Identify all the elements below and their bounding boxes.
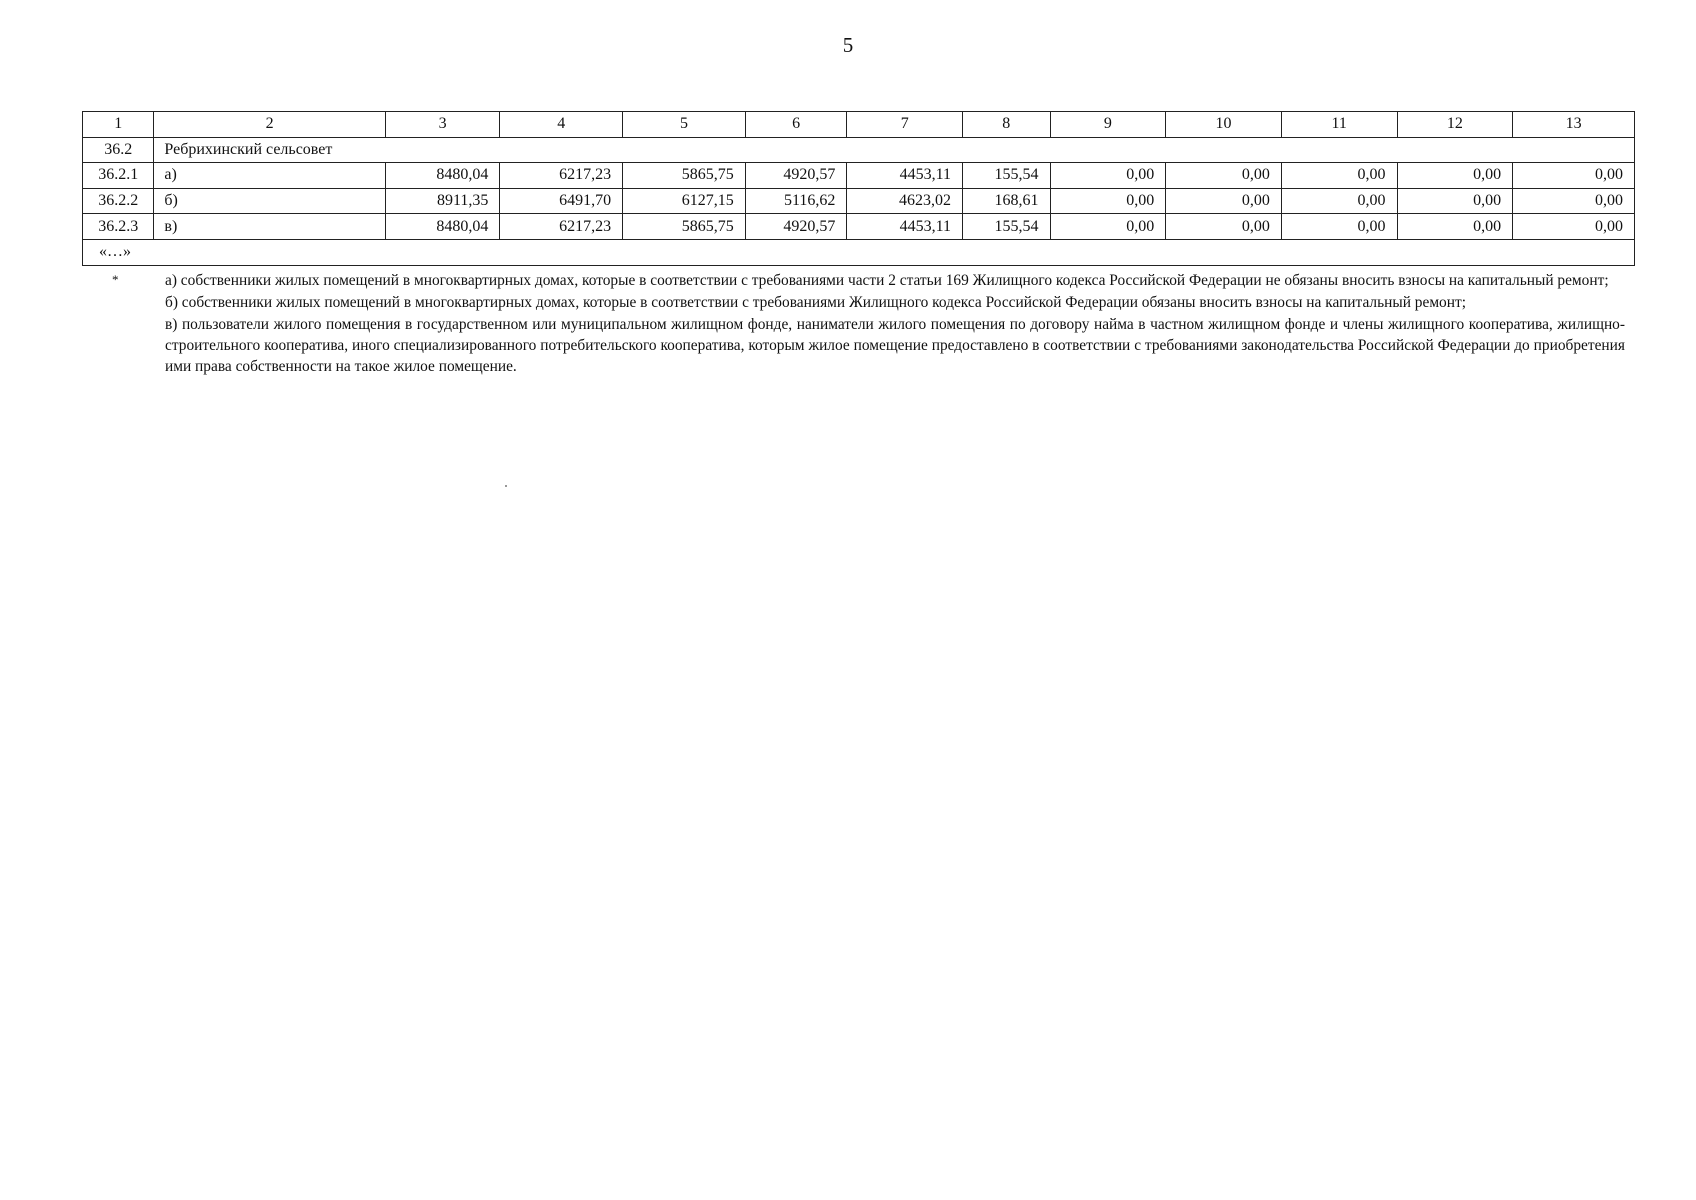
value-cell: 0,00 (1050, 188, 1166, 214)
column-header: 5 (623, 112, 746, 138)
footnote-item-b: б) собственники жилых помещений в многоквартирных домах, которые в соответствии с требованиями Жилищного кодекса Российской Федерации обязаны вносить взносы на капитальный ремонт; (165, 294, 1466, 311)
table-row (83, 214, 1635, 240)
column-header: 3 (385, 112, 500, 138)
column-header: 11 (1281, 112, 1397, 138)
value-cell: 0,00 (1513, 188, 1635, 214)
column-header: 7 (847, 112, 963, 138)
row-label: а) (154, 163, 385, 189)
footnote-item-c: в) пользователи жилого помещения в государственном или муниципальном жилищном фонде, наниматели жилого помещения по договору найма в частном жилищном фонде и члены жилищного кооператива, жилищно-строительного кооператива, иного специализированного потребительского кооператива, которым жилое помещение предоставлено в соответствии с требованиями законодательства Российской Федерации до приобретения ими права собственности на такое жилое помещение. (165, 316, 1625, 375)
column-header: 9 (1050, 112, 1166, 138)
scan-speck (505, 485, 507, 487)
value-cell: 0,00 (1397, 188, 1513, 214)
footnote-item-a: а) собственники жилых помещений в многоквартирных домах, которые в соответствии с требованиями части 2 статьи 169 Жилищного кодекса Российской Федерации не обязаны вносить взносы на капитальный ремонт; (165, 272, 1609, 289)
omission-mark: «…» (83, 239, 1635, 265)
value-cell: 5116,62 (745, 188, 847, 214)
value-cell: 4453,11 (847, 163, 963, 189)
value-cell: 0,00 (1513, 214, 1635, 240)
column-header: 2 (154, 112, 385, 138)
value-cell: 4920,57 (745, 214, 847, 240)
value-cell: 4623,02 (847, 188, 963, 214)
row-label: б) (154, 188, 385, 214)
value-cell: 155,54 (963, 214, 1051, 240)
value-cell: 6217,23 (500, 163, 623, 189)
value-cell: 0,00 (1166, 163, 1282, 189)
value-cell: 0,00 (1281, 163, 1397, 189)
column-number-row (83, 112, 1635, 138)
column-header: 4 (500, 112, 623, 138)
value-cell: 0,00 (1513, 163, 1635, 189)
value-cell: 8911,35 (385, 188, 500, 214)
row-code: 36.2.2 (83, 188, 154, 214)
table-row (83, 188, 1635, 214)
footnote-notes (165, 270, 1625, 377)
section-name: Ребрихинский сельсовет (154, 137, 1635, 163)
page-number: 5 (842, 33, 854, 57)
column-header: 12 (1397, 112, 1513, 138)
row-label: в) (154, 214, 385, 240)
value-cell: 0,00 (1166, 214, 1282, 240)
ellipsis-row (83, 239, 1635, 265)
value-cell: 168,61 (963, 188, 1051, 214)
column-header: 8 (963, 112, 1051, 138)
value-cell: 155,54 (963, 163, 1051, 189)
row-code: 36.2.1 (83, 163, 154, 189)
column-header: 1 (83, 112, 154, 138)
value-cell: 6127,15 (623, 188, 746, 214)
value-cell: 0,00 (1281, 214, 1397, 240)
value-cell: 0,00 (1050, 214, 1166, 240)
value-cell: 4920,57 (745, 163, 847, 189)
column-header: 13 (1513, 112, 1635, 138)
value-cell: 5865,75 (623, 163, 746, 189)
value-cell: 5865,75 (623, 214, 746, 240)
value-cell: 8480,04 (385, 214, 500, 240)
tariff-table (82, 111, 1635, 266)
column-header: 6 (745, 112, 847, 138)
value-cell: 0,00 (1397, 214, 1513, 240)
table-row (83, 163, 1635, 189)
row-code: 36.2.3 (83, 214, 154, 240)
column-header: 10 (1166, 112, 1282, 138)
value-cell: 6217,23 (500, 214, 623, 240)
section-row (83, 137, 1635, 163)
footnote-mark: * (112, 272, 119, 287)
value-cell: 0,00 (1281, 188, 1397, 214)
value-cell: 0,00 (1050, 163, 1166, 189)
value-cell: 6491,70 (500, 188, 623, 214)
section-code: 36.2 (83, 137, 154, 163)
value-cell: 8480,04 (385, 163, 500, 189)
value-cell: 4453,11 (847, 214, 963, 240)
value-cell: 0,00 (1397, 163, 1513, 189)
value-cell: 0,00 (1166, 188, 1282, 214)
